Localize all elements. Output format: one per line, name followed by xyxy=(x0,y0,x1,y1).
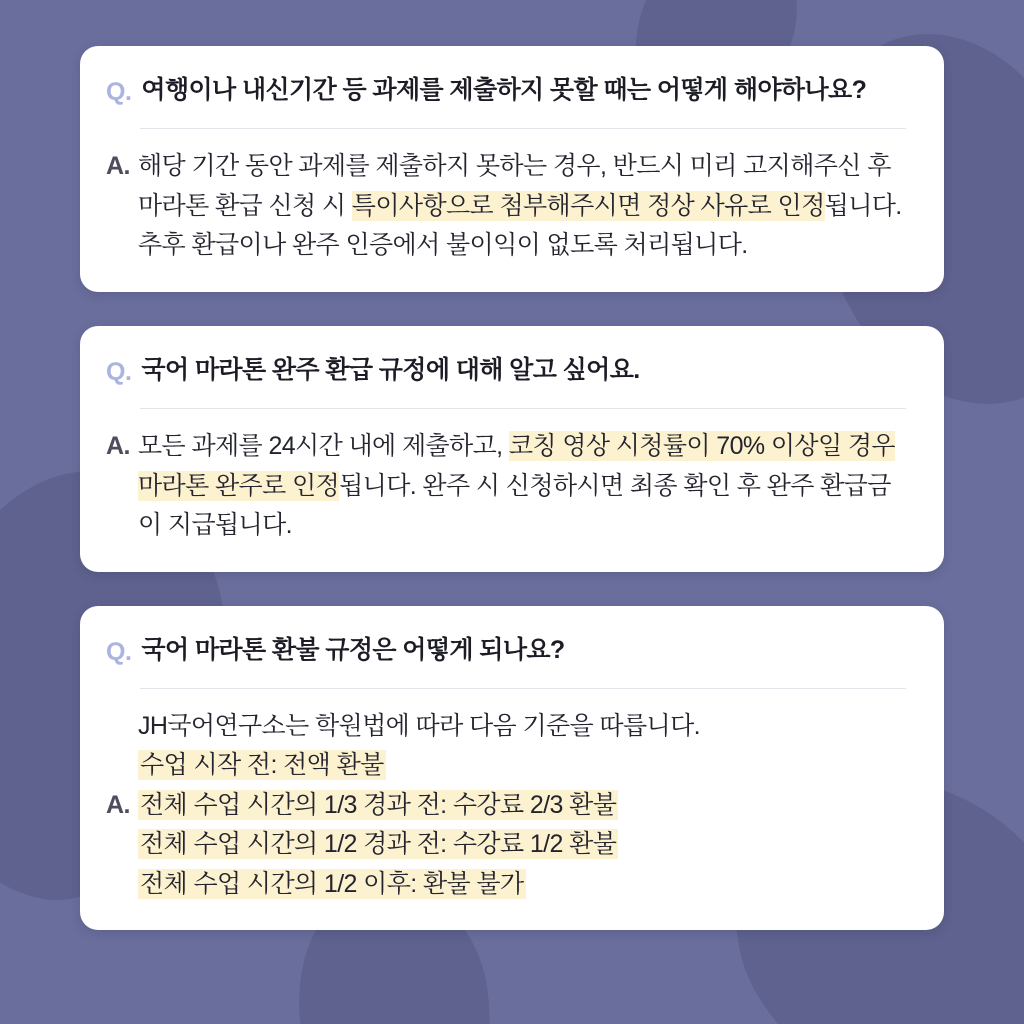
divider xyxy=(140,128,906,129)
answer-marker: A. xyxy=(106,152,130,181)
question-marker: Q. xyxy=(106,637,132,666)
answer-row xyxy=(106,427,914,546)
divider xyxy=(140,688,906,689)
answer-row xyxy=(106,707,914,905)
question-row xyxy=(106,632,914,670)
divider xyxy=(140,408,906,409)
question-row xyxy=(106,352,914,390)
faq-card xyxy=(80,326,944,572)
answer-text xyxy=(138,707,700,905)
answer-segment: 됩니다. 추후 환급이나 완주 인증에서 불이익이 없도록 처리됩니다. xyxy=(138,191,902,260)
answer-segment: 모든 과제를 24시간 내에 제출하고, xyxy=(138,432,509,460)
answer-line-text-highlighted: 전체 수업 시간의 1/2 경과 전: 수강료 1/2 환불 xyxy=(140,830,617,859)
answer-segment-highlighted: 특이사항으로 첨부해주시면 정상 사유로 인정 xyxy=(351,191,825,220)
answer-segment: 됩니다. 완주 시 신청하시면 최종 확인 후 완주 환급금이 지급됩니다. xyxy=(138,471,891,539)
answer-row xyxy=(106,147,914,266)
question-text: 여행이나 내신기간 등 과제를 제출하지 못할 때는 어떻게 해야하나요? xyxy=(141,76,867,104)
answer-line xyxy=(138,707,700,747)
faq-card xyxy=(80,46,944,292)
answer-line xyxy=(138,825,700,865)
answer-line-text-highlighted: 수업 시작 전: 전액 환불 xyxy=(140,751,384,780)
answer-line-text-highlighted: 전체 수업 시간의 1/3 경과 전: 수강료 2/3 환불 xyxy=(140,790,617,819)
answer-segment-highlighted: 코칭 영상 시청률이 70% 이상일 경우 마라톤 완주로 인정 xyxy=(138,432,895,500)
answer-line xyxy=(138,786,700,826)
answer-line-text: JH국어연구소는 학원법에 따라 다음 기준을 따릅니다. xyxy=(138,711,700,740)
answer-text xyxy=(138,147,914,266)
answer-segment: 해당 기간 동안 과제를 제출하지 못하는 경우, 반드시 미리 고지해주신 후 마라톤 환급 신청 시 xyxy=(138,152,891,220)
answer-line xyxy=(138,746,700,786)
question-text: 국어 마라톤 환불 규정은 어떻게 되나요? xyxy=(141,635,565,664)
answer-marker: A. xyxy=(106,432,130,460)
answer-line-text-highlighted: 전체 수업 시간의 1/2 이후: 환불 불가 xyxy=(140,869,524,898)
faq-card xyxy=(80,606,944,931)
answer-text xyxy=(138,427,914,546)
question-row xyxy=(106,72,914,110)
question-marker: Q. xyxy=(106,78,132,106)
answer-marker: A. xyxy=(106,790,130,819)
question-marker: Q. xyxy=(106,357,132,386)
answer-line xyxy=(138,865,700,905)
question-text: 국어 마라톤 완주 환급 규정에 대해 알고 싶어요. xyxy=(141,355,640,384)
